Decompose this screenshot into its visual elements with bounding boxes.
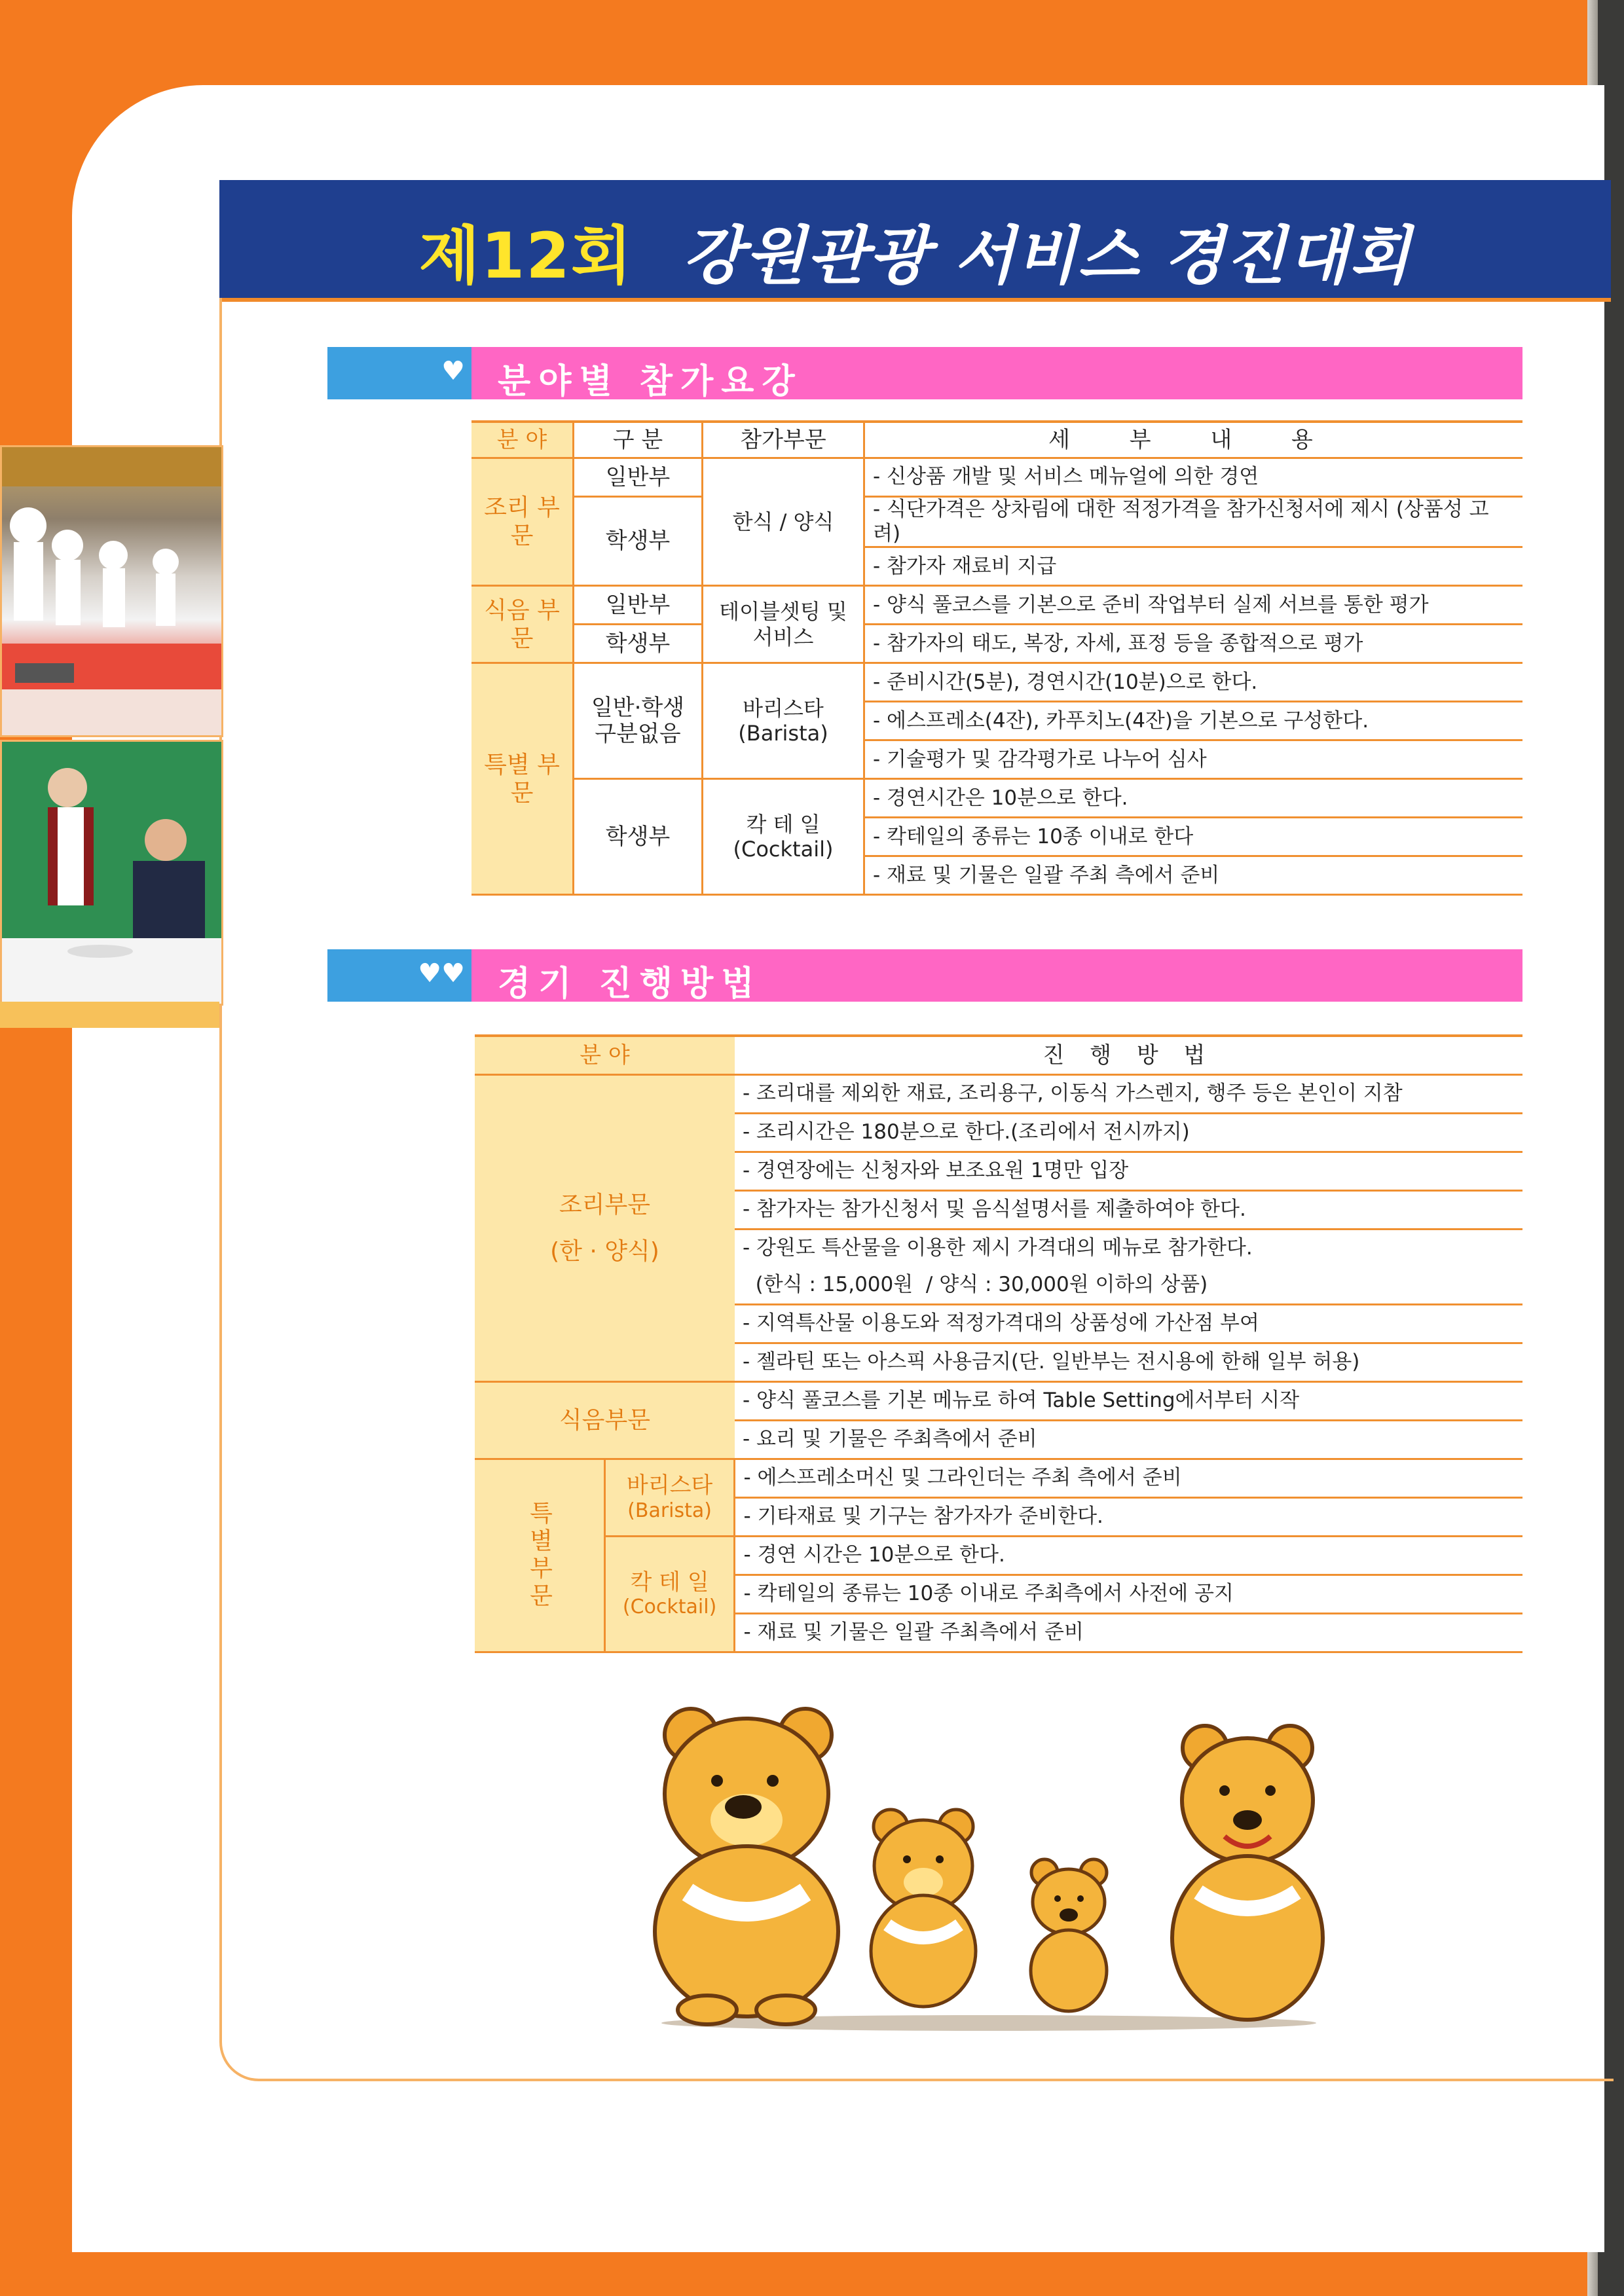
division-barista: 일반·학생 구분없음 [574,663,703,779]
banner-number: 제12회 [418,219,633,293]
method-item: (한식 : 15,000원 / 양식 : 30,000원 이하의 상품) [735,1267,1522,1305]
table-header-row [471,422,1522,458]
method-item: - 기타재료 및 기구는 참가자가 준비한다. [735,1498,1522,1537]
subcategory-label-en: (Cocktail) [622,1595,717,1619]
method-item: - 재료 및 기물은 일괄 주최측에서 준비 [735,1614,1522,1652]
title-banner [219,180,1611,302]
method-item: - 지역특산물 이용도와 적정가격대의 상품성에 가산점 부여 [735,1305,1522,1343]
table-row [475,1459,1522,1498]
table-row [475,1382,1522,1421]
subcategory-label: 바리스타 [626,1472,713,1499]
baby-bear [1031,1859,1107,2011]
table-row [471,458,1522,497]
col-category: 분 야 [475,1036,735,1075]
method-item: - 경연 시간은 10분으로 한다. [735,1537,1522,1575]
division-student: 학생부 [574,497,703,586]
category-cooking: 조리 부문 [471,458,574,586]
col-participation: 참가부문 [703,422,864,458]
section-title: 분야별 참가요강 [498,362,803,401]
subcategory-cocktail [604,1537,735,1652]
division-general: 일반부 [574,586,703,625]
method-item: - 경연장에는 신청자와 보조요원 1명만 입장 [735,1152,1522,1191]
category-sublabel: (한 · 양식) [550,1238,659,1265]
table-row [471,779,1522,818]
category-special: 특별 부문 [471,663,574,895]
method-item: - 칵테일의 종류는 10종 이내로 주최측에서 사전에 공지 [735,1575,1522,1614]
bear-mascots-illustration [642,1696,1336,2036]
service-contest-photo [0,740,223,1006]
category-special: 특별부문 [475,1459,604,1652]
table-row [471,663,1522,702]
col-category: 분 야 [471,422,574,458]
heart-icon: ♥♥ [418,958,465,989]
col-division: 구 분 [574,422,703,458]
table-row [471,586,1522,625]
detail-item: - 참가자 재료비 지급 [864,547,1523,586]
col-details: 세 부 내 용 [864,422,1523,458]
chefs-illustration [2,447,221,735]
photo-strip [0,1002,219,1028]
detail-item: - 경연시간은 10분으로 한다. [864,779,1523,818]
col-method: 진 행 방 법 [735,1036,1522,1075]
participation-barista: 바리스타 (Barista) [703,663,864,779]
method-item: - 조리대를 제외한 재료, 조리용구, 이동식 가스렌지, 행주 등은 본인이 지참 [735,1075,1522,1114]
method-item: - 참가자는 참가신청서 및 음식설명서를 제출하여야 한다. [735,1191,1522,1230]
banner-title [219,206,1611,296]
child-bear [871,1810,976,2007]
subcategory-label: 칵 테 일 [630,1569,709,1595]
detail-item: - 식단가격은 상차림에 대한 적정가격을 참가신청서에 제시 (상품성 고려) [864,497,1523,547]
method-item: - 조리시간은 180분으로 한다.(조리에서 전시까지) [735,1114,1522,1152]
method-item: - 젤라틴 또는 아스픽 사용금지(단. 일반부는 전시용에 한해 일부 허용) [735,1343,1522,1382]
section-header-participation [327,347,1522,399]
subcategory-label-en: (Barista) [627,1499,712,1522]
category-beverage: 식음 부문 [471,586,574,663]
category-beverage: 식음부문 [475,1382,735,1459]
detail-item: - 참가자의 태도, 복장, 자세, 표정 등을 종합적으로 평가 [864,625,1523,663]
waitress-illustration [2,742,221,1004]
detail-item: - 준비시간(5분), 경연시간(10분)으로 한다. [864,663,1523,702]
father-bear [655,1709,838,2024]
method-item: - 요리 및 기물은 주최측에서 준비 [735,1421,1522,1459]
detail-item: - 기술평가 및 감각평가로 나누어 심사 [864,740,1523,779]
banner-event-name: 강원관광 서비스 경진대회 [682,219,1412,293]
section-header-procedure [327,949,1522,1002]
detail-item: - 재료 및 기물은 일괄 주최 측에서 준비 [864,856,1523,895]
division-cocktail: 학생부 [574,779,703,895]
detail-item: - 에스프레소(4잔), 카푸치노(4잔)을 기본으로 구성한다. [864,702,1523,740]
detail-item: - 신상품 개발 및 서비스 메뉴얼에 의한 경연 [864,458,1523,497]
table-row [471,497,1522,547]
section-title: 경기 진행방법 [498,964,762,1004]
table-header-row [475,1036,1522,1075]
table-row [475,1075,1522,1114]
participation-table [471,420,1522,896]
table-row [475,1537,1522,1575]
detail-item: - 칵테일의 종류는 10종 이내로 한다 [864,818,1523,856]
detail-item: - 양식 풀코스를 기본으로 준비 작업부터 실제 서브를 통한 평가 [864,586,1523,625]
mother-bear [1172,1726,1323,2020]
heart-icon: ♥ [441,356,465,386]
method-item: - 강원도 특산물을 이용한 제시 가격대의 메뉴로 참가한다. [735,1230,1522,1267]
division-student: 학생부 [574,625,703,663]
category-cooking [475,1075,735,1382]
participation-cooking: 한식 / 양식 [703,458,864,586]
method-item: - 양식 풀코스를 기본 메뉴로 하여 Table Setting에서부터 시작 [735,1382,1522,1421]
table-row [471,625,1522,663]
subcategory-barista [604,1459,735,1537]
category-label: 조리부문 [559,1191,651,1218]
division-general: 일반부 [574,458,703,497]
procedure-table [475,1034,1522,1653]
cooking-contest-photo [0,445,223,737]
method-item: - 에스프레소머신 및 그라인더는 주최 측에서 준비 [735,1459,1522,1498]
participation-cocktail: 칵 테 일 (Cocktail) [703,779,864,895]
participation-beverage: 테이블셋팅 및 서비스 [703,586,864,663]
